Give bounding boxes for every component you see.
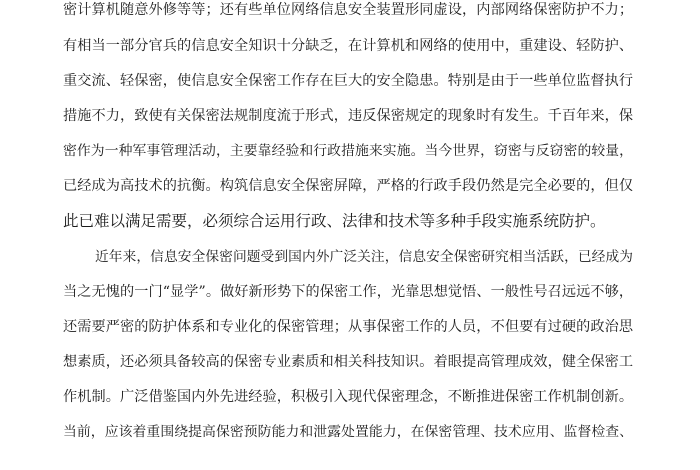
paragraph-end-line: 此已难以满足需要，必须综合运用行政、法律和技术等多种手段实施系统防护。 (63, 212, 606, 230)
paragraph-start-line: 近年来，信息安全保密问题受到国内外广泛关注，信息安全保密研究相当活跃，已经成为 (95, 249, 633, 265)
text-line: 密作为一种军事管理活动，主要靠经验和行政措施来实施。当今世界，窃密与反窃密的较量， (63, 143, 633, 159)
text-line: 当前，应该着重围绕提高保密预防能力和泄露处置能力，在保密管理、技术应用、监督检查、 (63, 424, 633, 440)
text-line: 密计算机随意外修等等；还有些单位网络信息安全装置形同虚设，内部网络保密防护不力； (63, 2, 633, 18)
text-line: 重交流、轻保密，使信息安全保密工作存在巨大的安全隐患。特别是由于一些单位监督执行 (63, 73, 633, 89)
text-line: 还需要严密的防护体系和专业化的保密管理；从事保密工作的人员，不但要有过硬的政治思 (63, 319, 633, 335)
text-line: 当之无愧的一门“显学”。做好新形势下的保密工作，光靠思想觉悟、一般性号召远远不够， (63, 284, 633, 300)
text-line: 措施不力，致使有关保密法规制度流于形式，违反保密规定的现象时有发生。千百年来，保 (63, 108, 633, 124)
text-line: 想素质，还必须具备较高的保密专业素质和相关科技知识。着眼提高管理成效，健全保密工 (63, 354, 633, 370)
text-line: 已经成为高技术的抗衡。构筑信息安全保密屏障，严格的行政手段仍然是完全必要的，但仅 (63, 178, 633, 194)
text-line: 作机制。广泛借鉴国内外先进经验，积极引入现代保密理念，不断推进保密工作机制创新。 (63, 389, 633, 405)
text-line: 有相当一部分官兵的信息安全知识十分缺乏，在计算机和网络的使用中，重建设、轻防护、 (63, 38, 633, 54)
